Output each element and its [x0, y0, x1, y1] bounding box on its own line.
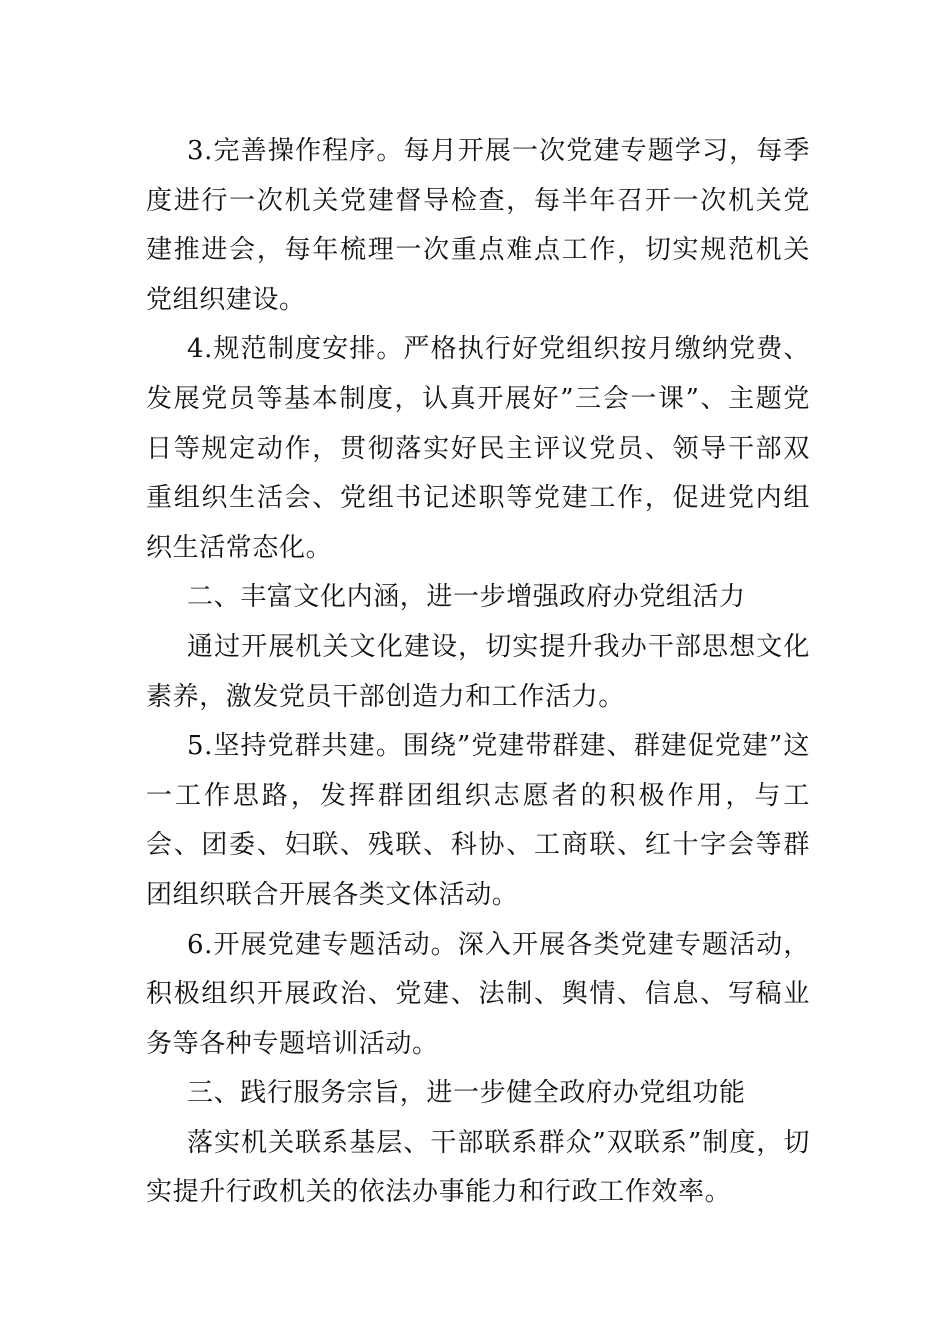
paragraph-item-4: 4.规范制度安排。严格执行好党组织按月缴纳党费、发展党员等基本制度，认真开展好”三会一课”、主题党日等规定动作，贯彻落实好民主评议党员、领导干部双重组织生活会、党组书记述职等党建工作，促进党内组织生活常态化。: [146, 334, 810, 563]
section-intro-3: 落实机关联系基层、干部联系群众”双联系”制度，切实提升行政机关的依法办事能力和行政工作效率。: [146, 1127, 810, 1208]
paragraph-item-6: 6.开展党建专题活动。深入开展各类党建专题活动，积极组织开展政治、党建、法制、舆情、信息、写稿业务等各种专题培训活动。: [146, 929, 810, 1059]
section-heading-2: 二、丰富文化内涵，进一步增强政府办党组活力: [187, 582, 746, 613]
document-body: [146, 127, 810, 1218]
section-intro-2: 通过开展机关文化建设，切实提升我办干部思想文化素养，激发党员干部创造力和工作活力。: [146, 631, 810, 712]
section-heading-3: 三、践行服务宗旨，进一步健全政府办党组功能: [187, 1078, 746, 1109]
paragraph-item-5: 5.坚持党群共建。围绕”党建带群建、群建促党建”这一工作思路，发挥群团组织志愿者的积极作用，与工会、团委、妇联、残联、科协、工商联、红十字会等群团组织联合开展各类文体活动。: [146, 731, 810, 910]
paragraph-item-3: 3.完善操作程序。每月开展一次党建专题学习，每季度进行一次机关党建督导检查，每半年召开一次机关党建推进会，每年梳理一次重点难点工作，切实规范机关党组织建设。: [146, 136, 810, 315]
